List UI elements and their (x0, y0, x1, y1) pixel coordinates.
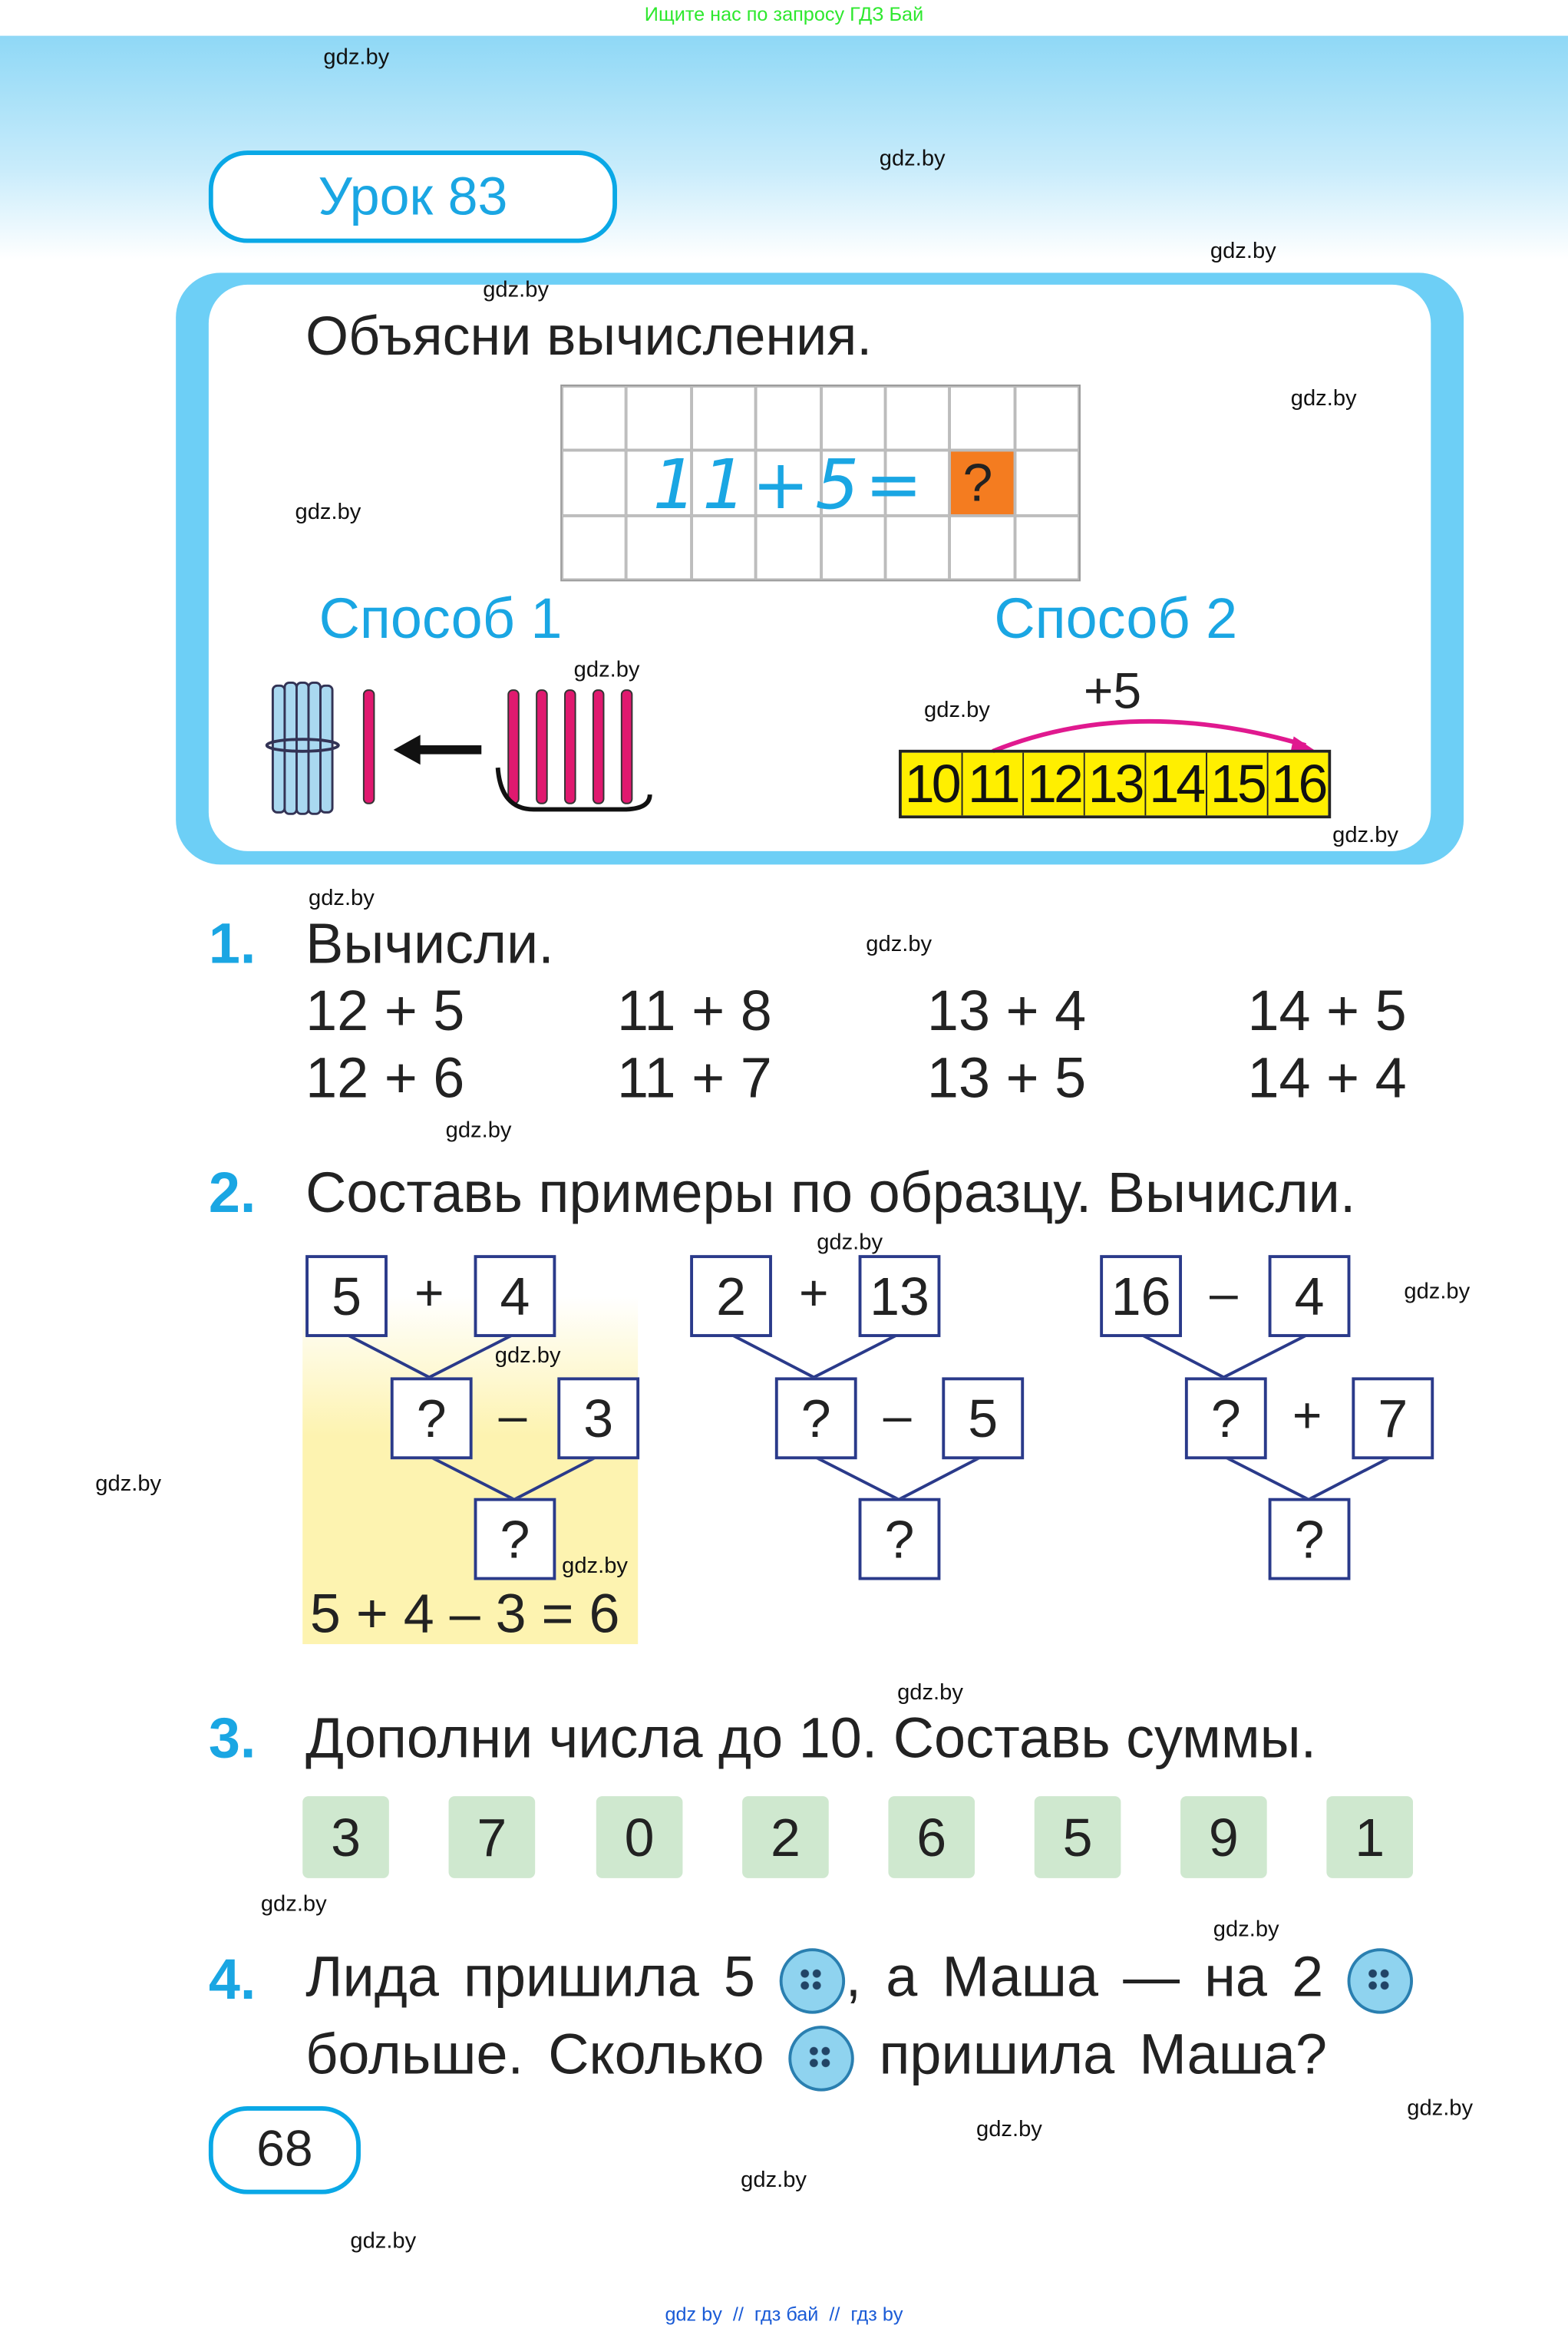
watermark: gdz.by (924, 697, 990, 723)
watermark: gdz.by (323, 45, 390, 71)
number-cell: 13 (1085, 753, 1147, 816)
watermark: gdz.by (295, 499, 361, 525)
number-cell: 16 (1269, 753, 1329, 816)
button-icon (780, 1948, 845, 2013)
operand-box: 7 (1352, 1377, 1434, 1459)
number-line (899, 750, 1331, 818)
watermark: gdz.by (95, 1471, 162, 1497)
watermark: gdz.by (308, 885, 375, 911)
expression: 14 + 4 (1247, 1048, 1407, 1111)
operator: – (498, 1388, 527, 1445)
expression: 13 + 5 (926, 1048, 1087, 1111)
task-1-number: 1. (208, 913, 256, 977)
text: Лида пришила 5 (305, 1947, 755, 2009)
watermark: gdz.by (897, 1679, 963, 1706)
number-cell: 12 (1024, 753, 1085, 816)
operand-box: 5 (305, 1255, 388, 1337)
number-cell: 11 (963, 753, 1025, 816)
expression: 12 + 5 (305, 980, 465, 1044)
expression: 12 + 6 (305, 1048, 465, 1111)
page-number: 68 (256, 2121, 313, 2178)
expression: 14 + 5 (1247, 980, 1407, 1044)
lesson-title: Урок 83 (318, 165, 508, 227)
result-box: ? (474, 1498, 556, 1580)
watermark: gdz.by (1332, 822, 1398, 848)
number-card: 3 (302, 1796, 389, 1878)
text: , а Маша — на 2 (845, 1947, 1324, 2009)
watermark: gdz.by (483, 277, 550, 303)
watermark: gdz.by (1213, 1917, 1279, 1943)
number-cell: 14 (1146, 753, 1207, 816)
result-box: ? (1269, 1498, 1351, 1580)
jump-label: +5 (1083, 663, 1142, 720)
sample-equation: 5 + 4 – 3 = 6 (309, 1583, 620, 1645)
sticks-illustration (266, 679, 656, 827)
number-card: 5 (1035, 1796, 1121, 1878)
watermark: gdz.by (817, 1230, 883, 1256)
watermark: gdz.by (1290, 385, 1357, 411)
result-box: ? (391, 1377, 473, 1459)
way-2-label: Способ 2 (994, 589, 1238, 652)
expression: 13 + 4 (926, 980, 1087, 1044)
number-card: 1 (1326, 1796, 1413, 1878)
watermark: gdz.by (1404, 1279, 1471, 1305)
task-2-number: 2. (208, 1162, 256, 1226)
operand-box: 2 (690, 1255, 772, 1337)
watermark: gdz.by (866, 931, 933, 957)
number-card: 0 (596, 1796, 683, 1878)
number-cell: 15 (1207, 753, 1269, 816)
operator: – (1209, 1265, 1238, 1323)
task-4-number: 4. (208, 1950, 256, 2013)
way-1-label: Способ 1 (319, 589, 563, 652)
button-icon (789, 2026, 854, 2091)
intro-title: Объясни вычисления. (305, 305, 873, 367)
operand-box: 4 (1269, 1255, 1351, 1337)
operator: + (1292, 1388, 1322, 1445)
number-card: 7 (449, 1796, 536, 1878)
watermark: gdz.by (494, 1342, 561, 1369)
number-cell: 10 (902, 753, 963, 816)
operand-box: 16 (1100, 1255, 1182, 1337)
expression: 11 + 8 (616, 980, 772, 1044)
watermark: gdz.by (562, 1553, 628, 1579)
watermark: gdz.by (879, 146, 946, 172)
number-card: 2 (742, 1796, 829, 1878)
number-card: 9 (1180, 1796, 1267, 1878)
task-4-line-1 (305, 1947, 1414, 2013)
task-3-title: Дополни числа до 10. Составь суммы. (305, 1708, 1317, 1772)
watermark: gdz.by (741, 2167, 807, 2193)
result-box: ? (859, 1498, 941, 1580)
lesson-badge (209, 150, 617, 243)
watermark: gdz.by (350, 2228, 417, 2254)
result-box: ? (775, 1377, 857, 1459)
watermark: gdz.by (1210, 238, 1276, 264)
number-card: 6 (888, 1796, 975, 1878)
search-banner: Ищите нас по запросу ГДЗ Бай (644, 2, 924, 26)
grid-unknown: ? (962, 451, 993, 514)
operand-box: 4 (474, 1255, 556, 1337)
watermark: gdz.by (573, 657, 640, 683)
operand-box: 3 (557, 1377, 639, 1459)
operand-box: 13 (859, 1255, 941, 1337)
task-4-line-2 (305, 2024, 1327, 2091)
button-icon (1348, 1948, 1413, 2013)
watermark: gdz.by (260, 1891, 327, 1917)
operator: – (883, 1388, 912, 1445)
watermark: gdz.by (1407, 2095, 1474, 2122)
task-3-number: 3. (208, 1708, 256, 1772)
page-number-badge (209, 2106, 361, 2194)
text: больше. Сколько (305, 2024, 764, 2087)
watermark: gdz.by (976, 2116, 1042, 2142)
task-2-title: Составь примеры по образцу. Вычисли. (305, 1162, 1356, 1226)
text: пришила Маша? (879, 2024, 1328, 2087)
watermark: gdz.by (445, 1118, 512, 1144)
expression: 11 + 7 (616, 1048, 772, 1111)
result-box: ? (1185, 1377, 1267, 1459)
grid-expression: 11+5= (652, 444, 929, 525)
operand-box: 5 (942, 1377, 1024, 1459)
task-1-title: Вычисли. (305, 913, 554, 977)
operator: + (414, 1265, 444, 1323)
footer-links[interactable]: gdz by // гдз бай // гдз by (665, 2303, 903, 2326)
operator: + (799, 1265, 829, 1323)
